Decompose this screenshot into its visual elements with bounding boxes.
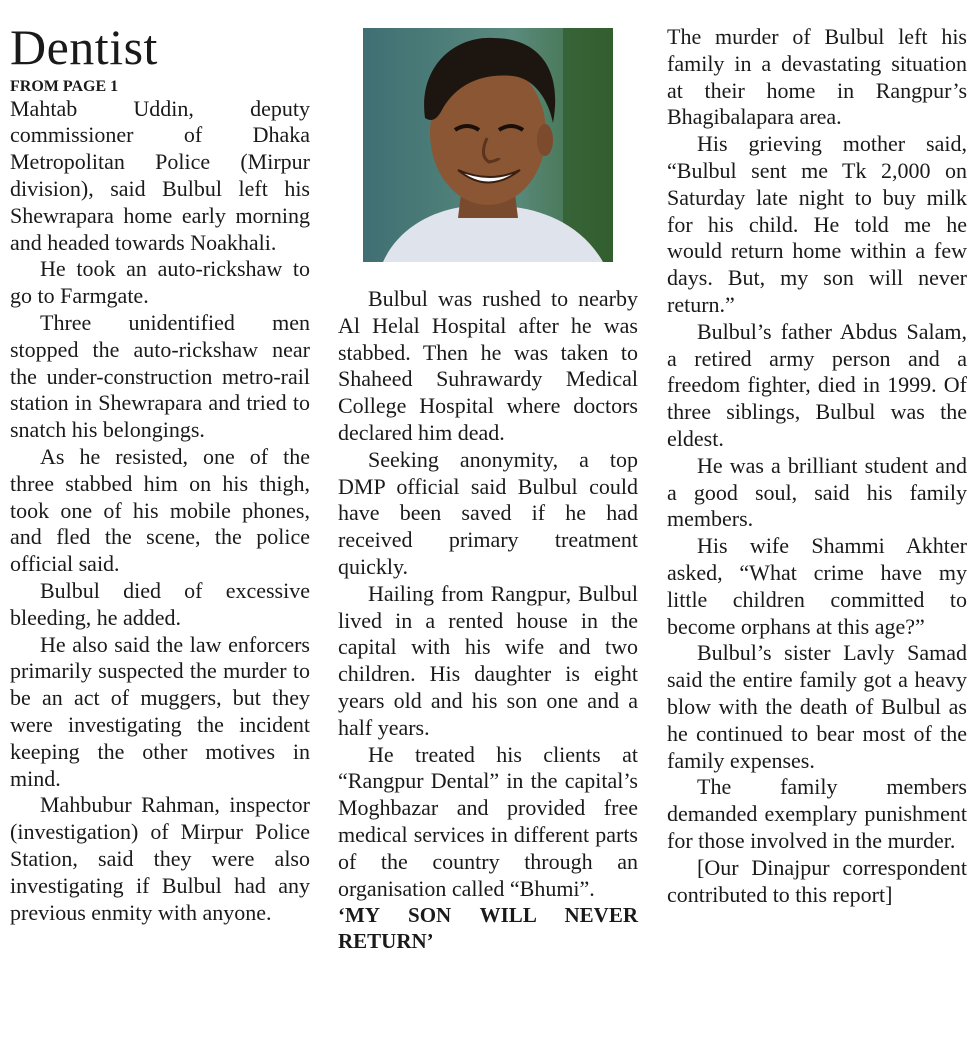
paragraph: His grieving mother said, “Bulbul sent me Tk 2,000 on Saturday late night to buy milk for his child. He told me he would return home within a few days. But, my son will never return.” <box>667 131 967 317</box>
paragraph: Hailing from Rangpur, Bulbul lived in a rented house in the capital with his wife and two children. His daughter is eight years old and his son one and a half years. <box>338 580 638 740</box>
headline: Dentist <box>10 19 158 75</box>
section-subhead: ‘MY SON WILL NEVER RETURN’ <box>338 903 638 954</box>
portrait-illustration <box>363 28 613 262</box>
portrait-photo <box>363 28 613 262</box>
paragraph: The murder of Bulbul left his family in a devastating situation at their home in Rangpur’s Bhagibalapara area. <box>667 24 967 130</box>
paragraph: As he resisted, one of the three stabbed him on his thigh, took one of his mobile phones, and fled the scene, the police official said. <box>10 443 310 577</box>
paragraph: Bulbul’s father Abdus Salam, a retired army person and a freedom fighter, died in 1999. Of three siblings, Bulbul was the eldest. <box>667 318 967 451</box>
article-column-2 <box>338 286 638 954</box>
paragraph: Bulbul’s sister Lavly Samad said the entire family got a heavy blow with the death of Bulbul as he continued to bear most of the family expenses. <box>667 640 967 773</box>
paragraph: [Our Dinajpur correspondent contributed to this report] <box>667 854 967 907</box>
paragraph: Mahbubur Rahman, inspector (investigation) of Mirpur Police Station, said they were also investigating if Bulbul had any previous enmity with anyone. <box>10 792 310 925</box>
paragraph: He took an auto-rickshaw to go to Farmgate. <box>10 256 310 309</box>
paragraph: Bulbul was rushed to nearby Al Helal Hospital after he was stabbed. Then he was taken to Shaheed Suhrawardy Medical College Hospital where doctors declared him dead. <box>338 286 638 445</box>
paragraph: He was a brilliant student and a good soul, said his family members. <box>667 452 967 532</box>
paragraph: Bulbul died of excessive bleeding, he added. <box>10 577 310 630</box>
paragraph: He also said the law enforcers primarily suspected the murder to be an act of muggers, but they were investigating the incident keeping the other motives in mind. <box>10 631 310 791</box>
continuation-kicker: FROM PAGE 1 <box>10 78 119 95</box>
paragraph: He treated his clients at “Rangpur Dental” in the capital’s Moghbazar and provided free medical services in different parts of the country through an organisation called “Bhumi”. <box>338 741 638 901</box>
article-column-1 <box>10 0 310 926</box>
paragraph: The family members demanded exemplary punishment for those involved in the murder. <box>667 774 967 853</box>
article-column-3 <box>667 24 967 908</box>
paragraph: Seeking anonymity, a top DMP official said Bulbul could have been saved if he had received primary treatment quickly. <box>338 446 638 579</box>
paragraph: Mahtab Uddin, deputy commissioner of Dhaka Metropolitan Police (Mirpur division), said Bulbul left his Shewrapara home early morning and headed towards Noakhali. <box>10 95 310 255</box>
paragraph: His wife Shammi Akhter asked, “What crime have my little children committed to become orphans at this age?” <box>667 533 967 639</box>
paragraph: Three unidentified men stopped the auto-rickshaw near the under-construction metro-rail station in Shewrapara and tried to snatch his belongings. <box>10 309 310 443</box>
